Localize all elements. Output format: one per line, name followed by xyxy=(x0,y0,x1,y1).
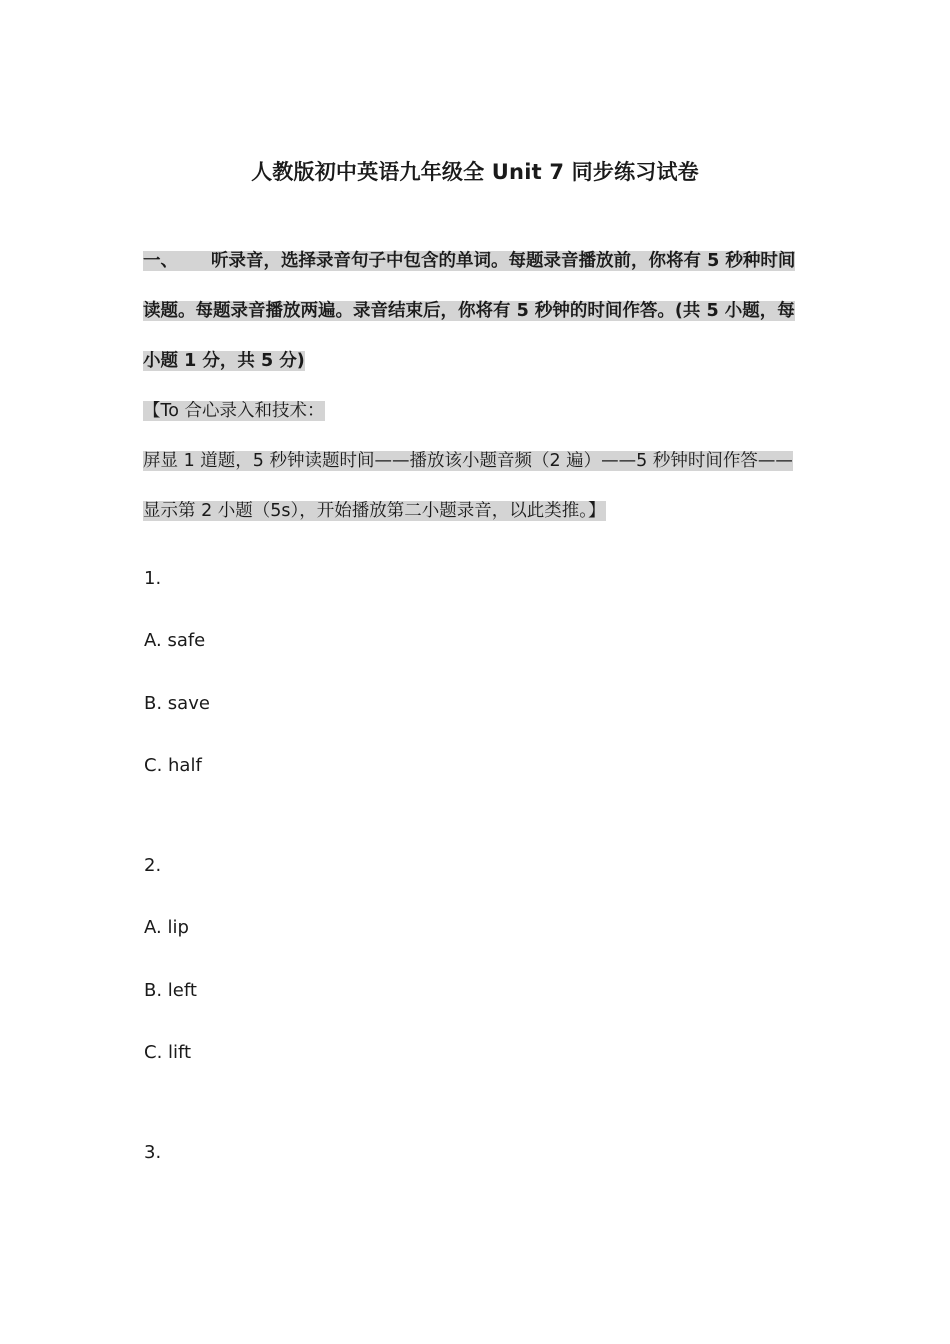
question-number: 3. xyxy=(144,1142,162,1163)
page-title: 人教版初中英语九年级全 Unit 7 同步练习试卷 xyxy=(251,160,699,184)
question-number: 2. xyxy=(144,855,162,876)
question-number: 1. xyxy=(144,568,162,589)
question-option: A. safe xyxy=(144,630,206,651)
section-instruction-text: 听录音，选择录音句子中包含的单词。每题录音播放前，你将有 5 秒种时间读题。每题录音播放两遍。录音结束后，你将有 5 秒钟的时间作答。(共 5 小题，每小题 1 分，共 5 分) xyxy=(143,251,796,371)
technical-note-line-1: 【To 合心录入和技术： xyxy=(143,401,325,421)
question-option: C. lift xyxy=(144,1042,192,1063)
question-option: C. half xyxy=(144,755,202,776)
technical-note xyxy=(143,386,808,536)
section-instruction xyxy=(143,236,808,386)
technical-note-line-2: 屏显 1 道题，5 秒钟读题时间——播放该小题音频（2 遍）——5 秒钟时间作答——显示第 2 小题（5s），开始播放第二小题录音，以此类推。】 xyxy=(143,451,793,521)
section-number: 一、 xyxy=(143,251,178,271)
question-option: B. left xyxy=(144,980,197,1001)
question-option: A. lip xyxy=(144,917,189,938)
question-option: B. save xyxy=(144,693,210,714)
